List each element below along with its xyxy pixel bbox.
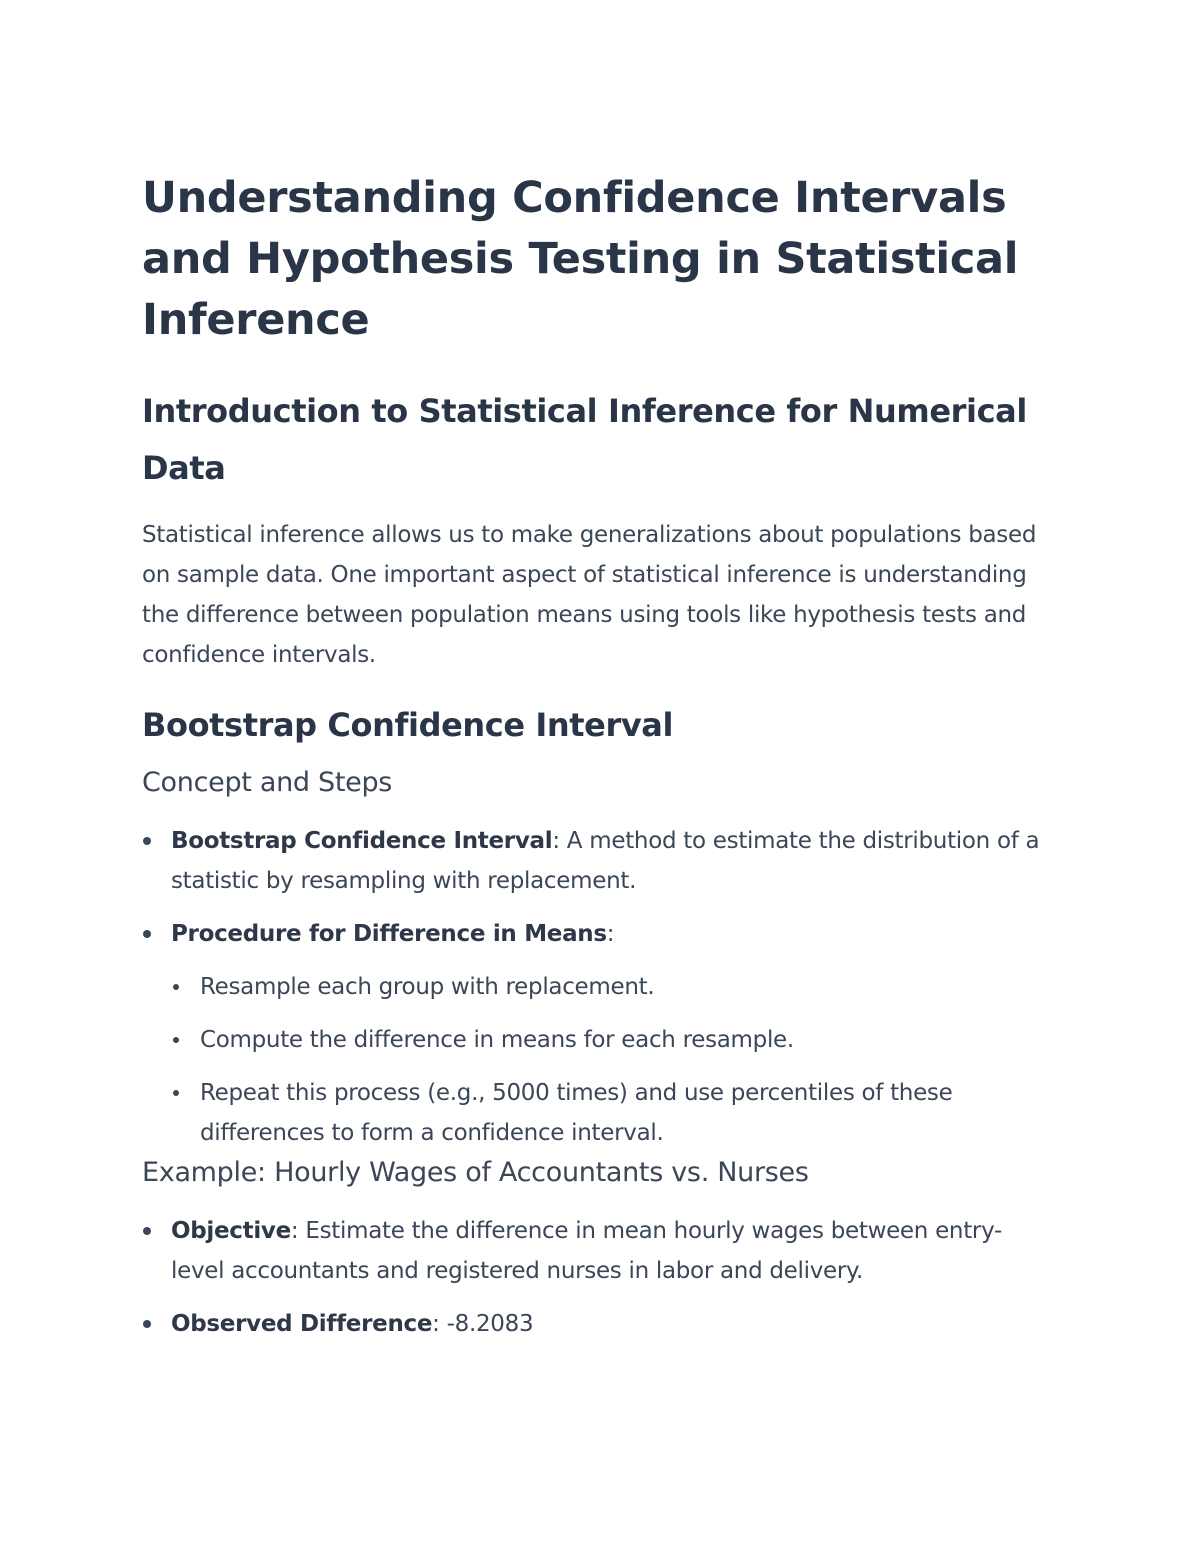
example-heading: Example: Hourly Wages of Accountants vs. Nurses — [142, 1157, 809, 1188]
sub-list-item: Compute the difference in means for each resample. — [171, 1020, 1042, 1060]
list-item-term: Bootstrap Confidence Interval — [171, 828, 553, 854]
list-item-text: : A method to estimate the distribution of a statistic by resampling with replacement. — [171, 828, 1040, 894]
list-item — [142, 914, 1042, 1153]
list-item-text: : -8.2083 — [432, 1311, 534, 1337]
list-item-text: : — [606, 921, 615, 947]
list-item-term: Objective — [171, 1218, 291, 1244]
intro-heading: Introduction to Statistical Inference for Numerical Data — [142, 392, 1027, 487]
sub-list-item: Resample each group with replacement. — [171, 967, 1042, 1007]
sub-list-item: Repeat this process (e.g., 5000 times) and use percentiles of these differences to form a confidence interval. — [171, 1073, 1042, 1153]
document-page — [142, 168, 1042, 1357]
example-list — [142, 1211, 1042, 1344]
list-item — [142, 821, 1042, 901]
list-item — [142, 1211, 1042, 1291]
list-item-term: Procedure for Difference in Means — [171, 921, 607, 947]
list-item — [142, 1304, 1042, 1344]
list-item-text: : Estimate the difference in mean hourly wages between entry-level accountants and registered nurses in labor and delivery. — [171, 1218, 1002, 1284]
document-title: Understanding Confidence Intervals and Hypothesis Testing in Statistical Inference — [142, 173, 1019, 345]
intro-paragraph: Statistical inference allows us to make generalizations about populations based on sample data. One important aspect of statistical inference is understanding the difference between population means using tools like hypothesis tests and confidence intervals. — [142, 522, 1037, 668]
list-item-term: Observed Difference — [171, 1311, 433, 1337]
concept-heading: Concept and Steps — [142, 767, 393, 798]
bootstrap-heading: Bootstrap Confidence Interval — [142, 706, 674, 744]
procedure-steps-list — [171, 967, 1042, 1153]
concept-list — [142, 821, 1042, 1153]
